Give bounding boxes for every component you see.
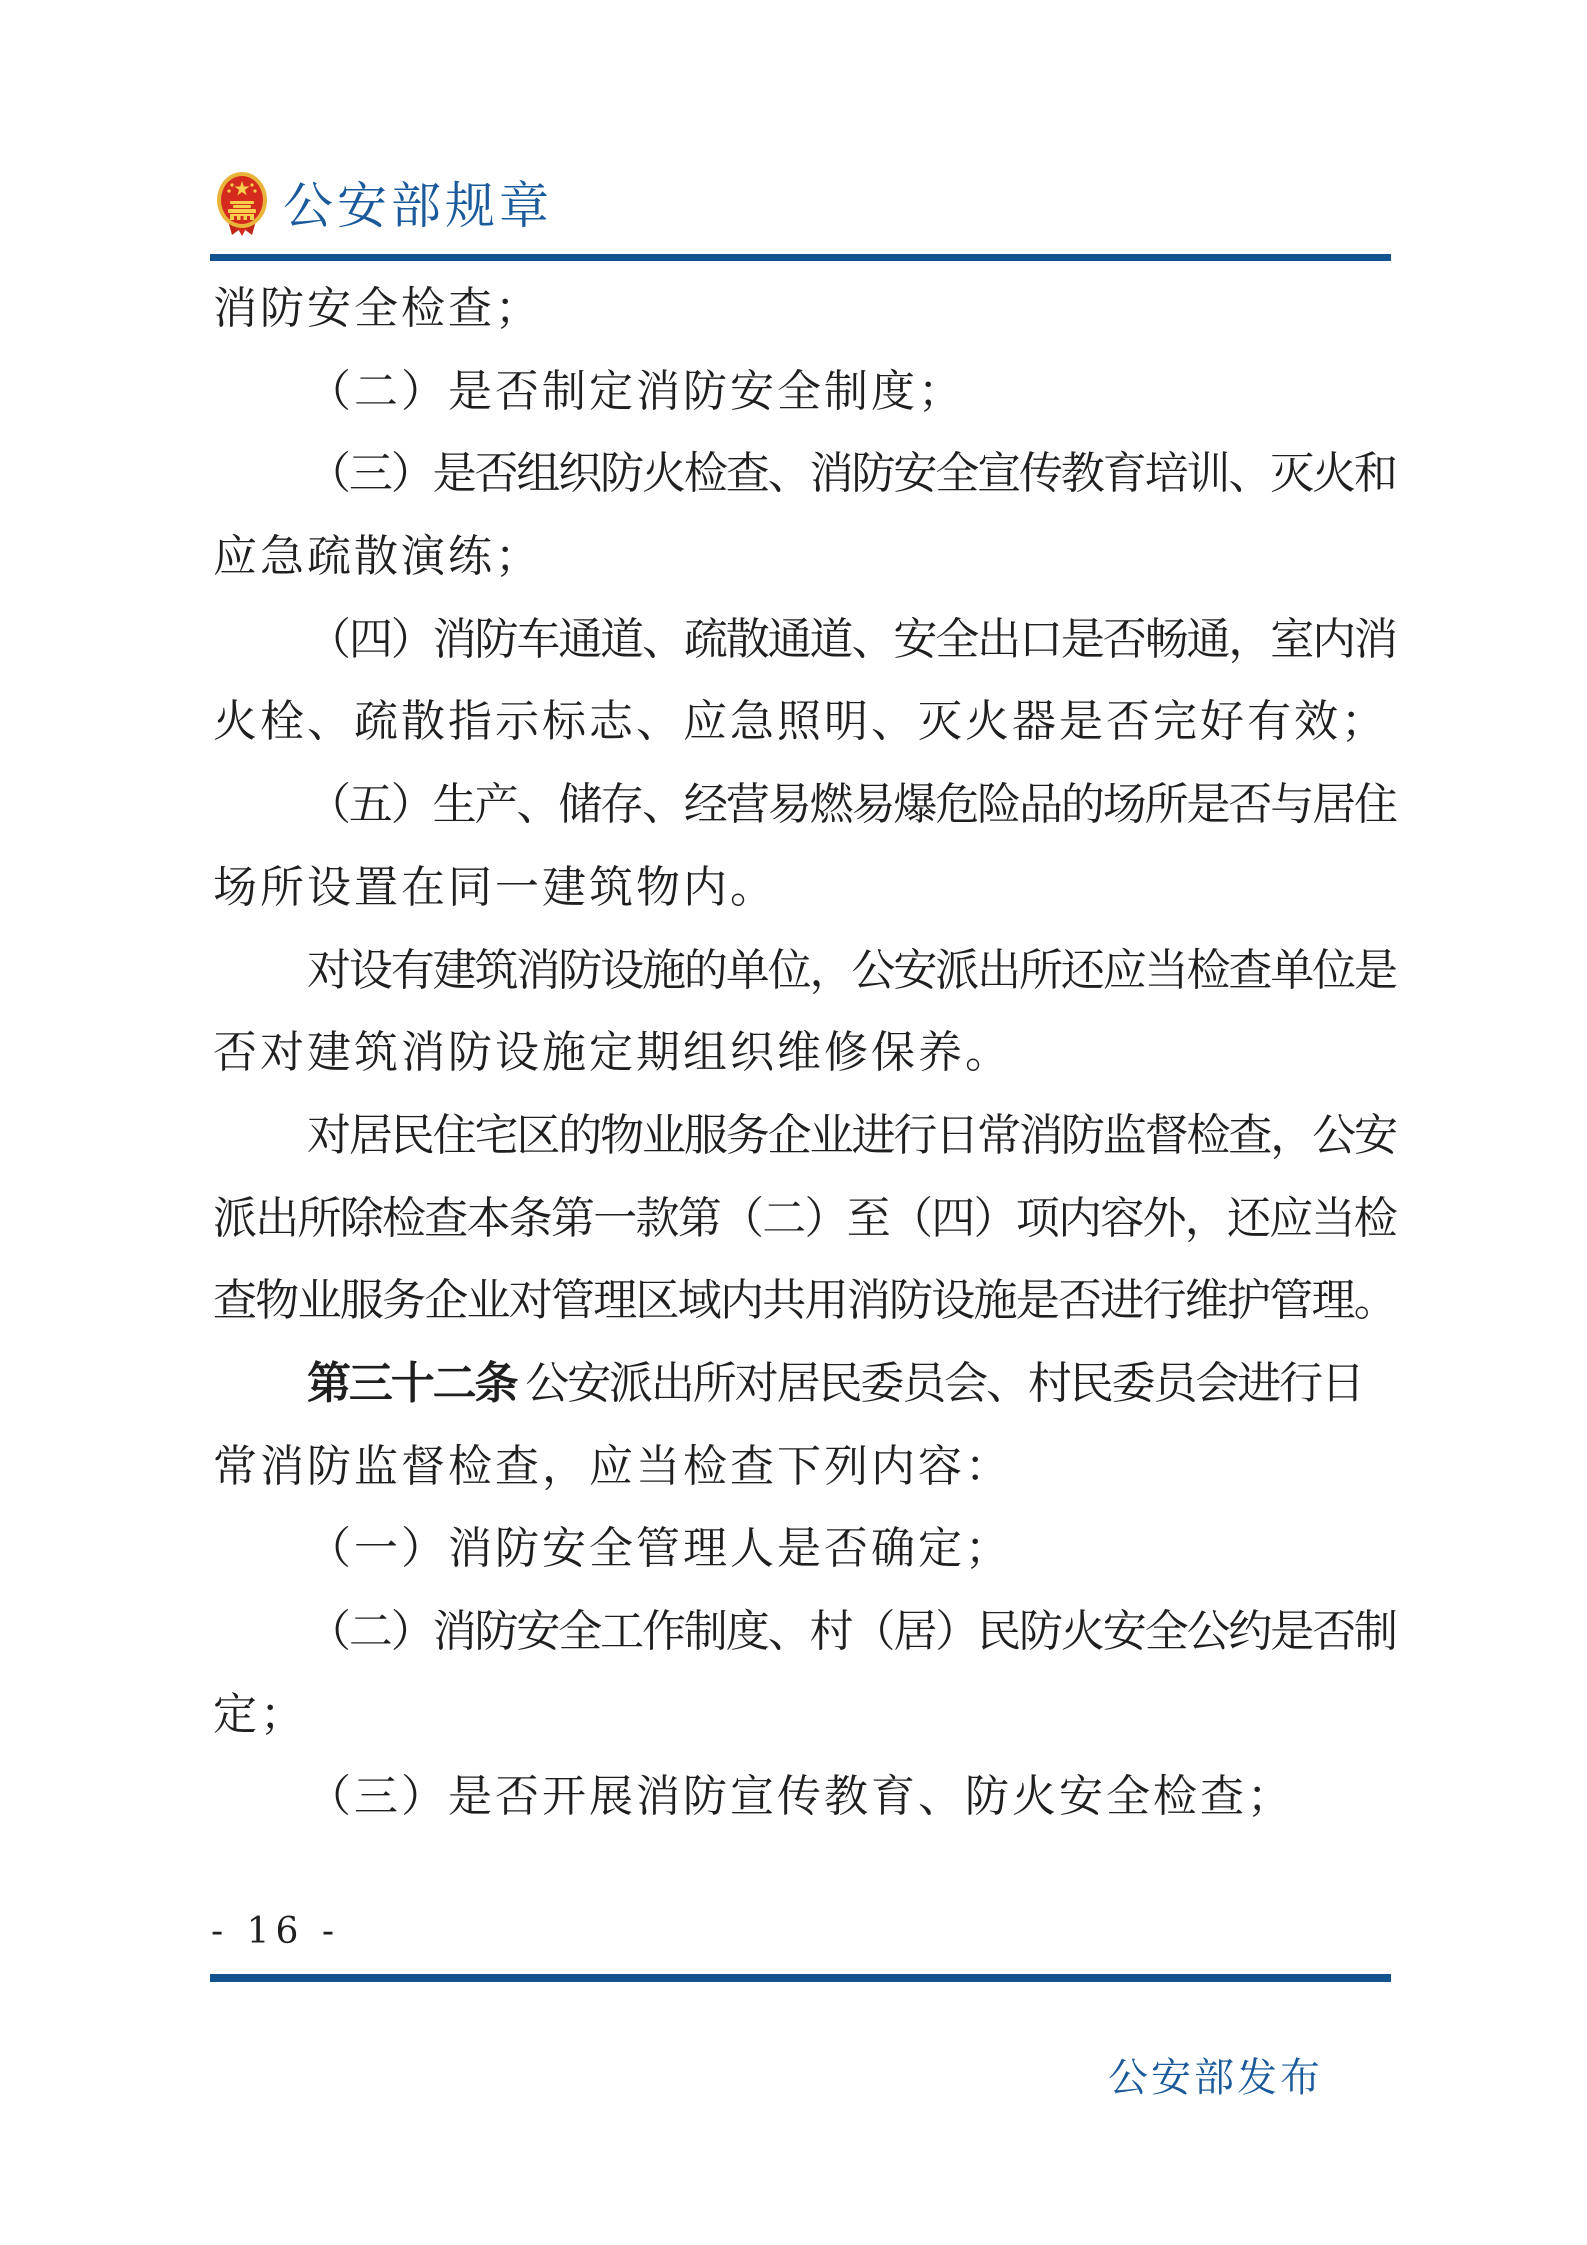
- text-line: 第三十二条 公安派出所对居民委员会、村民委员会进行日: [307, 1358, 1363, 1408]
- page-number: - 16 -: [211, 1911, 341, 1952]
- text-line: （三）是否开展消防宣传教育、防火安全检查；: [307, 1772, 1294, 1822]
- article-number: 第三十二条: [307, 1358, 517, 1408]
- text-line: 派出所除检查本条第一款第（二）至（四）项内容外，还应当检: [213, 1193, 1396, 1243]
- text-line: 场所设置在同一建筑物内。: [213, 862, 777, 912]
- china-national-emblem-icon: [216, 171, 268, 237]
- text-line: 火栓、疏散指示标志、应急照明、灭火器是否完好有效；: [213, 697, 1388, 747]
- text-line: 否对建筑消防设施定期组织维修保养。: [213, 1028, 1012, 1078]
- text-line: 消防安全检查；: [213, 284, 542, 333]
- text-line: （五）生产、储存、经营易燃易爆危险品的场所是否与居住: [307, 780, 1396, 830]
- text-line: 对居民住宅区的物业服务企业进行日常消防监督检查，公安: [307, 1110, 1396, 1160]
- text-line: （三）是否组织防火检查、消防安全宣传教育培训、灭火和: [307, 449, 1396, 499]
- text-line: 应急疏散演练；: [213, 532, 542, 582]
- text-line: （一）消防安全管理人是否确定；: [307, 1524, 1012, 1574]
- page-header-title: 公安部规章: [283, 178, 553, 234]
- text-line: 常消防监督检查，应当检查下列内容：: [213, 1441, 1012, 1491]
- text-line: （四）消防车通道、疏散通道、安全出口是否畅通，室内消: [307, 614, 1396, 664]
- footer-rule: [210, 1974, 1391, 1982]
- text-line: （二）消防安全工作制度、村（居）民防火安全公约是否制: [307, 1607, 1396, 1656]
- text-line: 定；: [213, 1689, 307, 1739]
- text-line: （二）是否制定消防安全制度；: [307, 366, 965, 416]
- publisher-label: 公安部发布: [1108, 2055, 1323, 2100]
- text-line: 对设有建筑消防设施的单位，公安派出所还应当检查单位是: [307, 945, 1396, 995]
- text-line: 查物业服务企业对管理区域内共用消防设施是否进行维护管理。: [213, 1276, 1396, 1326]
- header-rule: [210, 254, 1391, 261]
- document-body: [213, 268, 1403, 1839]
